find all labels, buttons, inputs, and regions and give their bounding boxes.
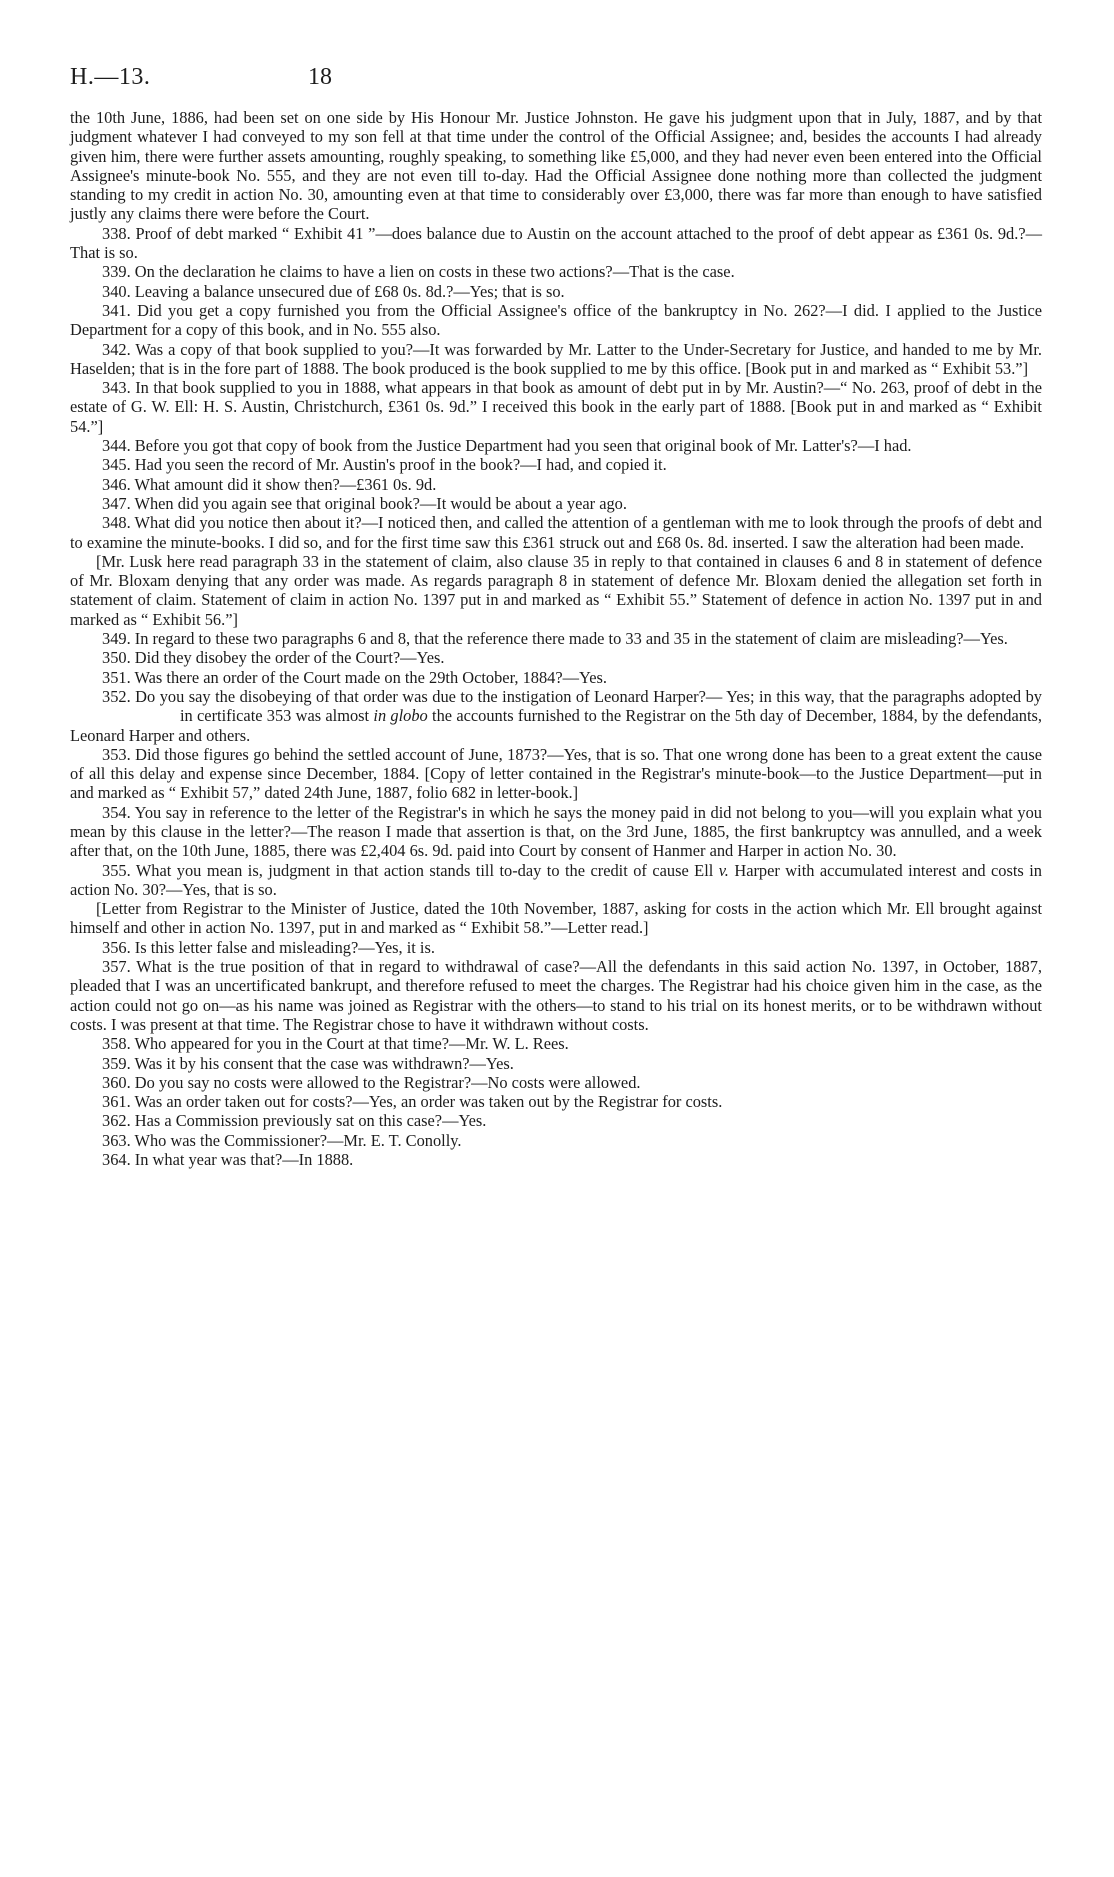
question-340: 340. Leaving a balance unsecured due of £68 0s. 8d.?—Yes; that is so. bbox=[102, 281, 565, 301]
question-359: 359. Was it by his consent that the case was withdrawn?—Yes. bbox=[102, 1053, 514, 1073]
question-356: 356. Is this letter false and misleading?—Yes, it is. bbox=[102, 937, 435, 957]
question-352-part-1: 352. Do you say the disobeying of that order was due to the instigation of Leonard Harper?— Yes; in this way, that the paragraphs adopted by bbox=[102, 686, 1042, 706]
question-355-part-1: 355. What you mean is, judgment in that action stands till to-day to the credit of cause Ell bbox=[102, 860, 714, 880]
question-361: 361. Was an order taken out for costs?—Yes, an order was taken out by the Registrar for costs. bbox=[102, 1092, 723, 1112]
question-353: 353. Did those figures go behind the settled account of June, 1873?—Yes, that is so. That one wrong done has been to a great extent the cause of all this delay and expense since December, 1884. [Copy of letter contained in the Registrar's minute-book—to the Justice Department—put in and marked as “ Exhibit 57,” dated 24th June, 1887, folio 682 in letter-book.] bbox=[70, 744, 1042, 803]
question-349: 349. In regard to these two paragraphs 6 and 8, that the reference there made to 33 and 35 in the statement of claim are misleading?—Yes. bbox=[102, 629, 1008, 649]
document-reference: H.—13. bbox=[70, 64, 151, 90]
paragraph-continuation: the 10th June, 1886, had been set on one side by His Honour Mr. Justice Johnston. He gave his judgment upon that in July, 1887, and by that judgment whatever I had conveyed to my son fell at that time under the control of the Official Assignee; and, besides the accounts I had already given him, there were further assets amounting, roughly speaking, to something like £5,000, and they had never even been entered into the Official Assignee's minute-book No. 555, and they are not even till to-day. Had the Official Assignee done nothing more than collected the judgment standing to my credit in action No. 30, amounting even at that time to considerably over £3,000, there was far more than enough to have satisfied justly any claims there were before the Court. bbox=[70, 108, 1042, 224]
question-344: 344. Before you got that copy of book from the Justice Department had you seen that original book of Mr. Latter's?—I had. bbox=[102, 436, 912, 456]
question-357: 357. What is the true position of that in regard to withdrawal of case?—All the defendants in this said action No. 1397, in October, 1887, pleaded that I was an uncertificated bankrupt, and therefore refused to meet the charges. The Registrar had his choice given him in the case, as the action could not go on—as his name was joined as Registrar with the others—to stand to his trial on its honest merits, or to be withdrawn without costs. I was present at that time. The Registrar chose to have it withdrawn without costs. bbox=[70, 957, 1042, 1034]
page-number: 18 bbox=[308, 64, 332, 90]
latin-phrase: in globo bbox=[373, 706, 428, 726]
versus-abbrev: v. bbox=[718, 860, 729, 880]
page-header bbox=[70, 64, 1042, 108]
question-363: 363. Who was the Commissioner?—Mr. E. T. Conolly. bbox=[102, 1130, 462, 1150]
question-338: 338. Proof of debt marked “ Exhibit 41 ”—does balance due to Austin on the account attached to the proof of debt appear as £361 0s. 9d.?—That is so. bbox=[70, 223, 1042, 263]
question-343: 343. In that book supplied to you in 1888, what appears in that book as amount of debt put in by Mr. Austin?—“ No. 263, proof of debt in the estate of G. W. Ell: H. S. Austin, Christchurch, £361 0s. 9d.” I received this book in the early part of 1888. [Book put in and marked as “ Exhibit 54.”] bbox=[70, 378, 1042, 436]
question-348: 348. What did you notice then about it?—I noticed then, and called the attention of a gentleman with me to look through the proofs of debt and to examine the minute-books. I did so, and for the first time saw this £361 struck out and £68 0s. 8d. inserted. I saw the alteration had been made. bbox=[70, 513, 1042, 552]
question-341: 341. Did you get a copy furnished you from the Official Assignee's office of the bankruptcy in No. 262?—I did. I applied to the Justice Department for a copy of this book, and in No. 555 also. bbox=[70, 300, 1042, 340]
question-345: 345. Had you seen the record of Mr. Austin's proof in the book?—I had, and copied it. bbox=[102, 455, 667, 475]
question-358: 358. Who appeared for you in the Court at that time?—Mr. W. L. Rees. bbox=[102, 1034, 569, 1054]
question-347: 347. When did you again see that original book?—It would be about a year ago. bbox=[102, 493, 627, 513]
question-355 bbox=[70, 861, 1042, 900]
question-355-part-2: Harper with accumulated interest and costs in action No. 30?—Yes, that is so. bbox=[70, 860, 1042, 899]
document-page bbox=[70, 64, 1042, 1169]
question-339: 339. On the declaration he claims to have a lien on costs in these two actions?—That is the case. bbox=[102, 262, 735, 282]
document-body bbox=[70, 108, 1042, 1169]
editorial-note-letter: [Letter from Registrar to the Minister of Justice, dated the 10th November, 1887, asking for costs in the action which Mr. Ell brought against himself and other in action No. 1397, put in and marked as “ Exhibit 58.”—Letter read.] bbox=[70, 899, 1042, 938]
question-342: 342. Was a copy of that book supplied to you?—It was forwarded by Mr. Latter to the Under-Secretary for Justice, and handed to me by Mr. Haselden; that is in the fore part of 1888. The book produced is the book supplied to me by this office. [Book put in and marked as “ Exhibit 53.”] bbox=[70, 339, 1042, 378]
question-351: 351. Was there an order of the Court made on the 29th October, 1884?—Yes. bbox=[102, 667, 607, 687]
question-352-part-3: the accounts furnished to the Registrar on the 5th day of December, 1884, by the defendants, Leonard Harper and others. bbox=[70, 706, 1043, 745]
question-352-part-2: in certificate 353 was almost bbox=[180, 706, 370, 726]
editorial-note-lusk: [Mr. Lusk here read paragraph 33 in the statement of claim, also clause 35 in reply to that contained in clauses 6 and 8 in statement of defence of Mr. Bloxam denying that any order was made. As regards paragraph 8 in statement of defence Mr. Bloxam denied the allegation set forth in statement of claim. Statement of claim in action No. 1397 put in and marked as “ Exhibit 55.” Statement of defence in action No. 1397 put in and marked as “ Exhibit 56.”] bbox=[70, 551, 1042, 629]
question-364: 364. In what year was that?—In 1888. bbox=[102, 1150, 354, 1170]
question-354: 354. You say in reference to the letter of the Registrar's in which he says the money paid in did not belong to you—will you explain what you mean by this clause in the letter?—The reason I made that assertion is that, on the 3rd June, 1885, the first bankruptcy was annulled, and a week after that, on the 10th June, 1885, there was £2,404 6s. 9d. paid into Court by consent of Hanmer and Harper in action No. 30. bbox=[70, 802, 1042, 861]
question-346: 346. What amount did it show then?—£361 0s. 9d. bbox=[102, 474, 437, 494]
question-352 bbox=[70, 687, 1042, 745]
question-350: 350. Did they disobey the order of the Court?—Yes. bbox=[102, 648, 445, 668]
question-362: 362. Has a Commission previously sat on this case?—Yes. bbox=[102, 1111, 487, 1131]
question-360: 360. Do you say no costs were allowed to the Registrar?—No costs were allowed. bbox=[102, 1072, 641, 1092]
